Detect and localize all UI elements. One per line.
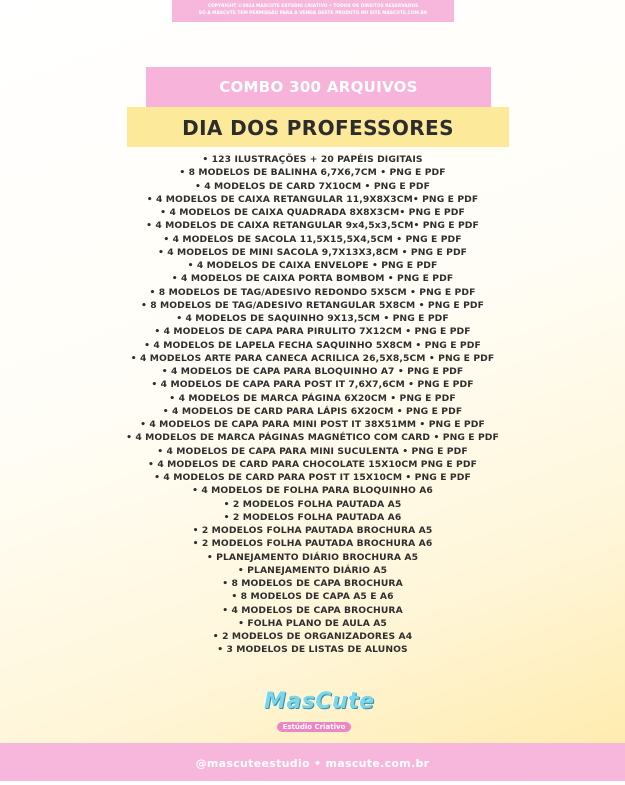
list-item: • 4 MODELOS DE LAPELA FECHA SAQUINHO 5X8CM • PNG E PDF: [144, 339, 481, 351]
list-item: • 8 MODELOS DE BALINHA 6,7X6,7CM • PNG E PDF: [179, 167, 446, 179]
list-item: • 4 MODELOS DE CAIXA QUADRADA 8X8X3CM• PNG E PDF: [160, 207, 465, 218]
copyright-notice: [172, 0, 454, 22]
list-item: • 4 MODELOS DE CAIXA RETANGULAR 11,9X8X3CM• PNG E PDF: [146, 193, 479, 205]
copyright-line-1: COPYRIGHT ©2024 MASCUTE ESTÚDIO CRIATIVO • TODOS OS DIREITOS RESERVADOS: [207, 4, 419, 9]
list-item: • 4 MODELOS DE FOLHA PARA BLOQUINHO A6: [192, 485, 433, 497]
copyright-line-2: SÓ A MASCUTE TEM PERMISSÃO PARA A VENDA DESTE PRODUTO NO SITE MASCUTE.COM.BR: [198, 10, 428, 16]
list-item: • 8 MODELOS DE TAG/ADESIVO RETANGULAR 5X8CM • PNG E PDF: [140, 299, 485, 311]
list-item: • 4 MODELOS DE MARCA PÁGINA 6X20CM • PNG E PDF: [169, 392, 456, 404]
list-item: • 4 MODELOS DE SAQUINHO 9X13,5CM • PNG E PDF: [176, 313, 449, 324]
list-item: • 4 MODELOS DE CAIXA PORTA BOMBOM • PNG E PDF: [171, 273, 454, 285]
list-item: • 3 MODELOS DE LISTAS DE ALUNOS: [217, 644, 408, 656]
list-item: • 4 MODELOS DE MARCA PÁGINAS MAGNÉTICO COM CARD • PNG E PDF: [126, 432, 499, 444]
footer-contact: @mascuteestudio • mascute.com.br: [195, 757, 430, 770]
list-item: • PLANEJAMENTO DIÁRIO BROCHURA A5: [206, 551, 419, 563]
list-item: • 4 MODELOS ARTE PARA CANECA ACRILICA 26,5X8,5CM • PNG E PDF: [130, 352, 495, 364]
list-item: • 4 MODELOS DE CAIXA RETANGULAR 9x4,5x3,5CM• PNG E PDF: [146, 220, 479, 232]
list-item: • 8 MODELOS DE CAPA A5 E A6: [231, 591, 394, 603]
list-item: • 4 MODELOS DE CAPA PARA MINI POST IT 38X51MM • PNG E PDF: [140, 419, 485, 430]
list-item: • 4 MODELOS DE CARD PARA CHOCOLATE 15X10CM PNG E PDF: [148, 458, 477, 470]
logo-subtitle: Estúdio Criativo: [277, 722, 352, 732]
list-item: • PLANEJAMENTO DIÁRIO A5: [237, 564, 388, 576]
list-item: • 4 MODELOS DE CAPA PARA POST IT 7,6X7,6CM • PNG E PDF: [151, 379, 474, 391]
list-item: • 4 MODELOS DE CAPA BROCHURA: [222, 604, 403, 616]
combo-banner: COMBO 300 ARQUIVOS: [146, 67, 491, 107]
list-item: • 2 MODELOS DE ORGANIZADORES A4: [212, 631, 413, 642]
list-item: • 4 MODELOS DE CARD 7X10CM • PNG E PDF: [194, 180, 430, 192]
list-item: • 4 MODELOS DE CAPA PARA MINI SUCULENTA • PNG E PDF: [157, 445, 468, 457]
list-item: • 4 MODELOS DE CARD PARA POST IT 15X10CM • PNG E PDF: [154, 472, 471, 483]
logo-wordmark: MasCute: [264, 689, 375, 714]
list-item: • 2 MODELOS FOLHA PAUTADA A5: [223, 498, 402, 510]
list-item: • 2 MODELOS FOLHA PAUTADA BROCHURA A6: [192, 538, 433, 550]
product-item-list: [0, 153, 625, 657]
brand-logo: [264, 689, 375, 734]
list-item: • FOLHA PLANO DE AULA A5: [238, 617, 387, 629]
list-item: • 4 MODELOS DE CAPA PARA BLOQUINHO A7 • PNG E PDF: [161, 366, 464, 377]
footer-bar: [0, 743, 625, 781]
list-item: • 4 MODELOS DE SACOLA 11,5X15,5X4,5CM • PNG E PDF: [163, 233, 462, 245]
list-item: • 4 MODELOS DE MINI SACOLA 9,7X13X3,8CM • PNG E PDF: [157, 246, 468, 258]
list-item: • 8 MODELOS DE TAG/ADESIVO REDONDO 5X5CM • PNG E PDF: [149, 286, 476, 298]
list-item: • 2 MODELOS FOLHA PAUTADA A6: [223, 511, 402, 523]
list-item: • 4 MODELOS DE CAPA PARA PIRULITO 7X12CM • PNG E PDF: [154, 326, 471, 338]
list-item: • 4 MODELOS DE CARD PARA LÁPIS 6X20CM • PNG E PDF: [162, 405, 463, 417]
list-item: • 4 MODELOS DE CAIXA ENVELOPE • PNG E PDF: [187, 260, 438, 271]
page-title: DIA DOS PROFESSORES: [127, 107, 509, 147]
list-item: • 8 MODELOS DE CAPA BROCHURA: [222, 578, 403, 589]
list-item: • 2 MODELOS FOLHA PAUTADA BROCHURA A5: [192, 525, 433, 536]
list-item: • 123 ILUSTRAÇÕES + 20 PAPÉIS DIGITAIS: [202, 154, 423, 165]
